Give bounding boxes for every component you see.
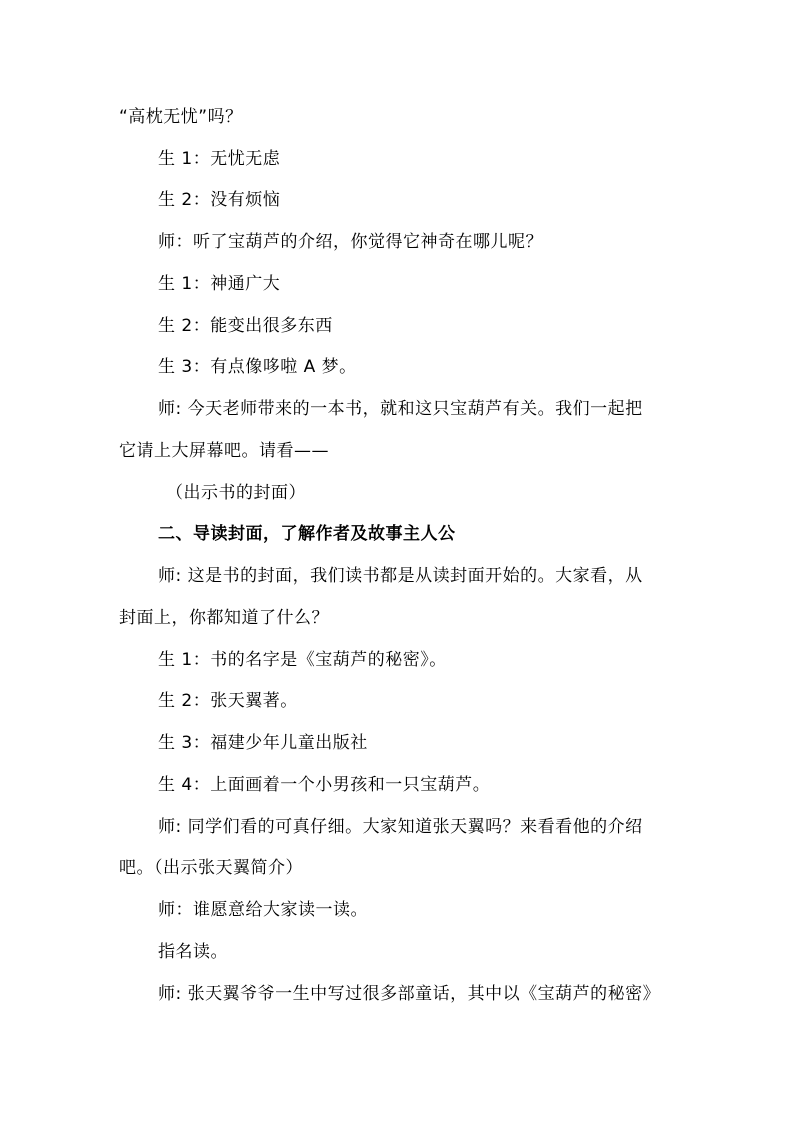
text-line: 封面上，你都知道了什么？ xyxy=(119,608,329,628)
text-line: “高枕无忧”吗？ xyxy=(119,107,243,127)
text-line: 生 1：无忧无虑 xyxy=(158,149,281,169)
text-line: 师：谁愿意给大家读一读。 xyxy=(158,900,368,920)
text-line: 生 2：没有烦恼 xyxy=(158,190,281,210)
text-line: （出示书的封面） xyxy=(166,483,306,503)
text-line: 指名读。 xyxy=(158,942,228,962)
text-line: 师: 这是书的封面，我们读书都是从读封面开始的。大家看，从 xyxy=(158,566,643,586)
text-line: 它请上大屏幕吧。请看—— xyxy=(119,441,329,461)
text-line: 师: 同学们看的可真仔细。大家知道张天翼吗？来看看他的介绍 xyxy=(158,817,643,837)
text-line: 生 1：书的名字是《宝葫芦的秘密》。 xyxy=(158,650,447,670)
text-line: 生 2：能变出很多东西 xyxy=(158,316,333,336)
text-line: 生 4：上面画着一个小男孩和一只宝葫芦。 xyxy=(158,775,491,795)
text-line: 师: 张天翼爷爷一生中写过很多部童话，其中以《宝葫芦的秘密》 xyxy=(158,984,661,1004)
text-line: 生 3：有点像哆啦 A 梦。 xyxy=(158,357,357,377)
text-line: 师: 今天老师带来的一本书，就和这只宝葫芦有关。我们一起把 xyxy=(158,399,643,419)
text-line: 生 3：福建少年儿童出版社 xyxy=(158,733,368,753)
text-line: 生 2：张天翼著。 xyxy=(158,691,298,711)
text-line: 生 1：神通广大 xyxy=(158,274,281,294)
text-line: 吧。（出示张天翼简介） xyxy=(119,858,303,878)
section-heading: 二、导读封面，了解作者及故事主人公 xyxy=(158,524,456,544)
text-line: 师：听了宝葫芦的介绍，你觉得它神奇在哪儿呢？ xyxy=(158,232,543,252)
